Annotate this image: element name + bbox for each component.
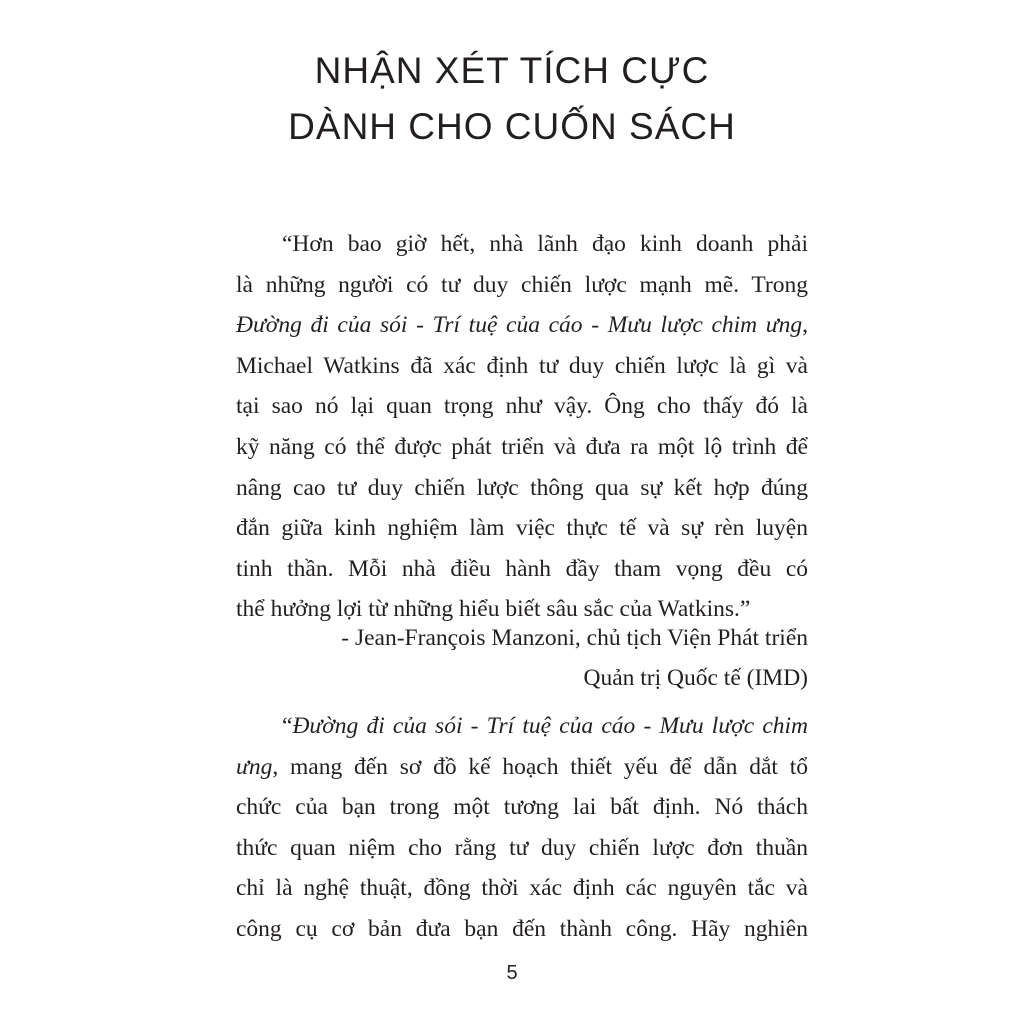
quote-line: Michael Watkins đã xác định tư duy chiến lược là gì và xyxy=(236,352,808,379)
quote-line: đắn giữa kinh nghiệm làm việc thực tế và sự rèn luyện xyxy=(236,515,808,542)
book-title-italic: Đường đi của sói - Trí tuệ của cáo - Mưu lược chim ưng xyxy=(236,312,803,339)
book-title-italic: ưng xyxy=(236,753,273,780)
quote-line xyxy=(236,706,808,747)
book-title-italic: Đường đi của sói - Trí tuệ của cáo - Mưu lược chim xyxy=(292,713,808,739)
open-quote-mark: “ xyxy=(282,713,293,739)
quote-line: thể hưởng lợi từ những hiểu biết sâu sắc của Watkins.” xyxy=(236,596,751,623)
attribution-line-2: Quản trị Quốc tế (IMD) xyxy=(583,665,808,691)
quote-line-tail: , mang đến sơ đồ kế hoạch thiết yếu để dẫn dắt tổ xyxy=(272,753,808,780)
page-title-line-1: NHẬN XÉT TÍCH CỰC xyxy=(314,50,710,91)
quote-line: “Hơn bao giờ hết, nhà lãnh đạo kinh doanh phải xyxy=(282,231,808,257)
quote-line: nâng cao tư duy chiến lược thông qua sự kết hợp đúng xyxy=(236,474,808,501)
quote-line: là những người có tư duy chiến lược mạnh mẽ. Trong xyxy=(236,271,808,298)
quote-line: tinh thần. Mỗi nhà điều hành đầy tham vọng đều có xyxy=(236,555,808,582)
page-title-line-2: DÀNH CHO CUỐN SÁCH xyxy=(288,106,736,147)
quote-line xyxy=(236,747,808,788)
quote-line: tại sao nó lại quan trọng như vậy. Ông cho thấy đó là xyxy=(236,393,808,420)
quote-line: công cụ cơ bản đưa bạn đến thành công. Hãy nghiên xyxy=(236,915,808,942)
page-number: 5 xyxy=(506,962,518,984)
quote-line xyxy=(236,305,808,346)
quote-line: chỉ là nghệ thuật, đồng thời xác định các nguyên tắc và xyxy=(236,875,808,902)
quote-line-tail: , xyxy=(802,312,808,339)
review-quote-2 xyxy=(236,706,808,950)
quote-line: thức quan niệm cho rằng tư duy chiến lược đơn thuần xyxy=(236,834,808,861)
review-quote-1 xyxy=(236,224,808,630)
attribution-line-1: - Jean-François Manzoni, chủ tịch Viện Phát triển xyxy=(341,625,808,651)
quote-line: chức của bạn trong một tương lai bất định. Nó thách xyxy=(236,794,808,821)
quote-line: kỹ năng có thể được phát triển và đưa ra một lộ trình để xyxy=(236,433,808,460)
